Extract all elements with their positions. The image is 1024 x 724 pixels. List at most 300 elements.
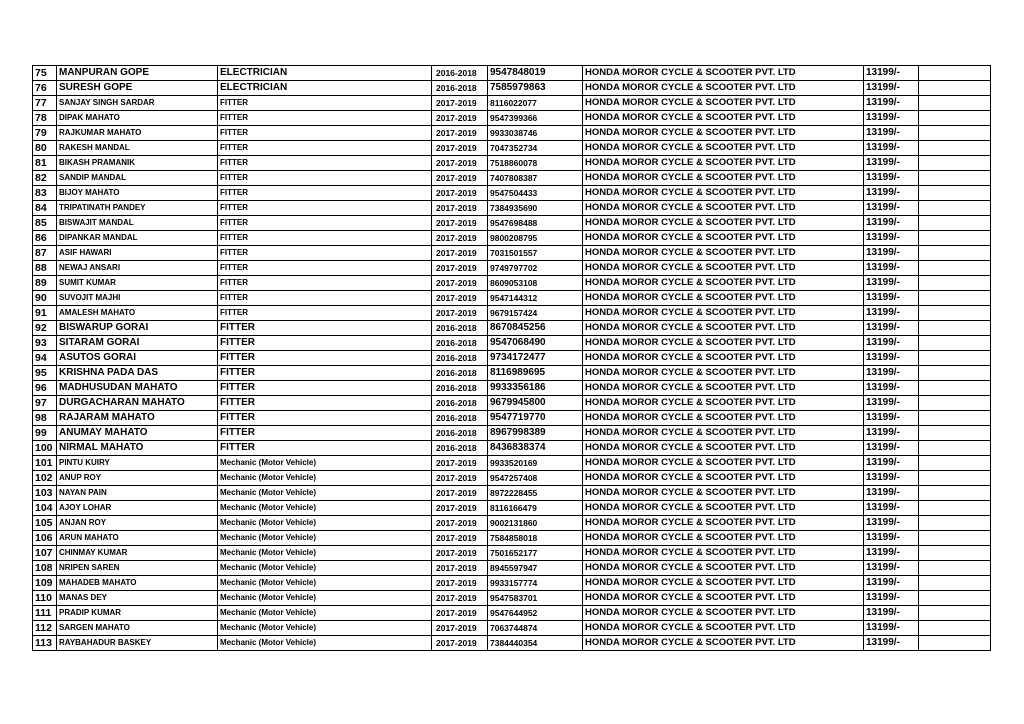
session-cell: 2016-2018	[432, 351, 488, 366]
company-cell: HONDA MOROR CYCLE & SCOOTER PVT. LTD	[583, 96, 864, 111]
session-cell: 2017-2019	[432, 576, 488, 591]
company-cell: HONDA MOROR CYCLE & SCOOTER PVT. LTD	[583, 171, 864, 186]
remarks-cell	[919, 471, 991, 486]
company-cell: HONDA MOROR CYCLE & SCOOTER PVT. LTD	[583, 456, 864, 471]
table-row	[33, 561, 991, 576]
phone-number-cell: 7585979863	[488, 81, 583, 96]
remarks-cell	[919, 96, 991, 111]
phone-number-cell: 9933356186	[488, 381, 583, 396]
salary-cell: 13199/-	[864, 171, 919, 186]
phone-number-cell: 9547848019	[488, 66, 583, 81]
trade-cell: Mechanic (Motor Vehicle)	[218, 516, 432, 531]
salary-cell: 13199/-	[864, 501, 919, 516]
session-cell: 2017-2019	[432, 141, 488, 156]
salary-cell: 13199/-	[864, 621, 919, 636]
session-cell: 2017-2019	[432, 276, 488, 291]
salary-cell: 13199/-	[864, 186, 919, 201]
trade-cell: Mechanic (Motor Vehicle)	[218, 546, 432, 561]
salary-cell: 13199/-	[864, 351, 919, 366]
serial-number-cell: 111	[33, 606, 57, 621]
candidate-name-cell: ANUMAY MAHATO	[57, 426, 218, 441]
candidate-name-cell: NRIPEN SAREN	[57, 561, 218, 576]
table-row	[33, 306, 991, 321]
phone-number-cell: 9749797702	[488, 261, 583, 276]
company-cell: HONDA MOROR CYCLE & SCOOTER PVT. LTD	[583, 366, 864, 381]
trade-cell: FITTER	[218, 381, 432, 396]
remarks-cell	[919, 216, 991, 231]
company-cell: HONDA MOROR CYCLE & SCOOTER PVT. LTD	[583, 381, 864, 396]
table-row	[33, 141, 991, 156]
table-row	[33, 411, 991, 426]
salary-cell: 13199/-	[864, 291, 919, 306]
serial-number-cell: 85	[33, 216, 57, 231]
serial-number-cell: 103	[33, 486, 57, 501]
trade-cell: FITTER	[218, 306, 432, 321]
serial-number-cell: 93	[33, 336, 57, 351]
serial-number-cell: 101	[33, 456, 57, 471]
candidate-name-cell: DIPAK MAHATO	[57, 111, 218, 126]
trade-cell: Mechanic (Motor Vehicle)	[218, 621, 432, 636]
trade-cell: ELECTRICIAN	[218, 66, 432, 81]
candidate-name-cell: BIKASH PRAMANIK	[57, 156, 218, 171]
phone-number-cell: 9679945800	[488, 396, 583, 411]
table-row	[33, 441, 991, 456]
salary-cell: 13199/-	[864, 366, 919, 381]
session-cell: 2017-2019	[432, 606, 488, 621]
company-cell: HONDA MOROR CYCLE & SCOOTER PVT. LTD	[583, 81, 864, 96]
trade-cell: FITTER	[218, 201, 432, 216]
serial-number-cell: 77	[33, 96, 57, 111]
phone-number-cell: 9547068490	[488, 336, 583, 351]
remarks-cell	[919, 591, 991, 606]
serial-number-cell: 106	[33, 531, 57, 546]
candidate-name-cell: CHINMAY KUMAR	[57, 546, 218, 561]
serial-number-cell: 102	[33, 471, 57, 486]
table-row	[33, 171, 991, 186]
trade-cell: FITTER	[218, 366, 432, 381]
table-row	[33, 336, 991, 351]
phone-number-cell: 7063744874	[488, 621, 583, 636]
company-cell: HONDA MOROR CYCLE & SCOOTER PVT. LTD	[583, 321, 864, 336]
phone-number-cell: 9933038746	[488, 126, 583, 141]
company-cell: HONDA MOROR CYCLE & SCOOTER PVT. LTD	[583, 516, 864, 531]
table-row	[33, 291, 991, 306]
company-cell: HONDA MOROR CYCLE & SCOOTER PVT. LTD	[583, 546, 864, 561]
salary-cell: 13199/-	[864, 591, 919, 606]
table-row	[33, 621, 991, 636]
company-cell: HONDA MOROR CYCLE & SCOOTER PVT. LTD	[583, 186, 864, 201]
candidate-name-cell: SITARAM GORAI	[57, 336, 218, 351]
remarks-cell	[919, 411, 991, 426]
salary-cell: 13199/-	[864, 111, 919, 126]
trade-cell: FITTER	[218, 126, 432, 141]
salary-cell: 13199/-	[864, 516, 919, 531]
session-cell: 2017-2019	[432, 246, 488, 261]
trade-cell: FITTER	[218, 396, 432, 411]
salary-cell: 13199/-	[864, 261, 919, 276]
candidate-name-cell: BISWARUP GORAI	[57, 321, 218, 336]
company-cell: HONDA MOROR CYCLE & SCOOTER PVT. LTD	[583, 396, 864, 411]
table-row	[33, 606, 991, 621]
serial-number-cell: 99	[33, 426, 57, 441]
session-cell: 2017-2019	[432, 126, 488, 141]
salary-cell: 13199/-	[864, 396, 919, 411]
company-cell: HONDA MOROR CYCLE & SCOOTER PVT. LTD	[583, 591, 864, 606]
phone-number-cell: 7407808387	[488, 171, 583, 186]
table-row	[33, 81, 991, 96]
session-cell: 2017-2019	[432, 96, 488, 111]
salary-cell: 13199/-	[864, 321, 919, 336]
candidate-name-cell: SUVOJIT MAJHI	[57, 291, 218, 306]
remarks-cell	[919, 606, 991, 621]
company-cell: HONDA MOROR CYCLE & SCOOTER PVT. LTD	[583, 501, 864, 516]
session-cell: 2017-2019	[432, 486, 488, 501]
candidate-name-cell: AJOY LOHAR	[57, 501, 218, 516]
trade-cell: FITTER	[218, 96, 432, 111]
table-row	[33, 366, 991, 381]
candidate-name-cell: RAKESH MANDAL	[57, 141, 218, 156]
candidate-name-cell: ARUN MAHATO	[57, 531, 218, 546]
trade-cell: ELECTRICIAN	[218, 81, 432, 96]
phone-number-cell: 9933157774	[488, 576, 583, 591]
session-cell: 2017-2019	[432, 561, 488, 576]
salary-cell: 13199/-	[864, 336, 919, 351]
company-cell: HONDA MOROR CYCLE & SCOOTER PVT. LTD	[583, 561, 864, 576]
table-row	[33, 516, 991, 531]
remarks-cell	[919, 66, 991, 81]
remarks-cell	[919, 486, 991, 501]
salary-cell: 13199/-	[864, 306, 919, 321]
session-cell: 2016-2018	[432, 336, 488, 351]
table-row	[33, 576, 991, 591]
trade-cell: Mechanic (Motor Vehicle)	[218, 561, 432, 576]
session-cell: 2016-2018	[432, 381, 488, 396]
phone-number-cell: 9547698488	[488, 216, 583, 231]
candidate-name-cell: PRADIP KUMAR	[57, 606, 218, 621]
candidate-name-cell: SANDIP MANDAL	[57, 171, 218, 186]
phone-number-cell: 8116022077	[488, 96, 583, 111]
company-cell: HONDA MOROR CYCLE & SCOOTER PVT. LTD	[583, 621, 864, 636]
serial-number-cell: 104	[33, 501, 57, 516]
trade-cell: Mechanic (Motor Vehicle)	[218, 576, 432, 591]
candidate-name-cell: SURESH GOPE	[57, 81, 218, 96]
candidate-name-cell: ANJAN ROY	[57, 516, 218, 531]
remarks-cell	[919, 366, 991, 381]
serial-number-cell: 75	[33, 66, 57, 81]
salary-cell: 13199/-	[864, 96, 919, 111]
candidate-name-cell: PINTU KUIRY	[57, 456, 218, 471]
table-row	[33, 276, 991, 291]
trade-cell: Mechanic (Motor Vehicle)	[218, 501, 432, 516]
session-cell: 2017-2019	[432, 516, 488, 531]
company-cell: HONDA MOROR CYCLE & SCOOTER PVT. LTD	[583, 351, 864, 366]
phone-number-cell: 7047352734	[488, 141, 583, 156]
phone-number-cell: 9547257408	[488, 471, 583, 486]
candidate-name-cell: NIRMAL MAHATO	[57, 441, 218, 456]
serial-number-cell: 112	[33, 621, 57, 636]
trade-cell: Mechanic (Motor Vehicle)	[218, 591, 432, 606]
remarks-cell	[919, 546, 991, 561]
candidate-name-cell: SUMIT KUMAR	[57, 276, 218, 291]
phone-number-cell: 7518860078	[488, 156, 583, 171]
table-row	[33, 471, 991, 486]
phone-number-cell: 8670845256	[488, 321, 583, 336]
serial-number-cell: 96	[33, 381, 57, 396]
company-cell: HONDA MOROR CYCLE & SCOOTER PVT. LTD	[583, 291, 864, 306]
trade-cell: FITTER	[218, 351, 432, 366]
remarks-cell	[919, 126, 991, 141]
remarks-cell	[919, 246, 991, 261]
company-cell: HONDA MOROR CYCLE & SCOOTER PVT. LTD	[583, 156, 864, 171]
session-cell: 2016-2018	[432, 411, 488, 426]
company-cell: HONDA MOROR CYCLE & SCOOTER PVT. LTD	[583, 216, 864, 231]
candidate-name-cell: RAJKUMAR MAHATO	[57, 126, 218, 141]
table-row	[33, 591, 991, 606]
salary-cell: 13199/-	[864, 411, 919, 426]
serial-number-cell: 94	[33, 351, 57, 366]
trade-cell: FITTER	[218, 111, 432, 126]
phone-number-cell: 9800208795	[488, 231, 583, 246]
session-cell: 2017-2019	[432, 456, 488, 471]
remarks-cell	[919, 636, 991, 651]
trade-cell: FITTER	[218, 216, 432, 231]
company-cell: HONDA MOROR CYCLE & SCOOTER PVT. LTD	[583, 336, 864, 351]
serial-number-cell: 105	[33, 516, 57, 531]
salary-cell: 13199/-	[864, 156, 919, 171]
candidate-name-cell: SANJAY SINGH SARDAR	[57, 96, 218, 111]
salary-cell: 13199/-	[864, 456, 919, 471]
salary-cell: 13199/-	[864, 141, 919, 156]
remarks-cell	[919, 276, 991, 291]
table-row	[33, 246, 991, 261]
serial-number-cell: 92	[33, 321, 57, 336]
trade-cell: Mechanic (Motor Vehicle)	[218, 606, 432, 621]
table-row	[33, 456, 991, 471]
trade-cell: FITTER	[218, 246, 432, 261]
table-row	[33, 231, 991, 246]
salary-cell: 13199/-	[864, 546, 919, 561]
trade-cell: FITTER	[218, 186, 432, 201]
phone-number-cell: 7031501557	[488, 246, 583, 261]
candidate-name-cell: ASIF HAWARI	[57, 246, 218, 261]
table-row	[33, 636, 991, 651]
trade-cell: FITTER	[218, 336, 432, 351]
trade-cell: Mechanic (Motor Vehicle)	[218, 486, 432, 501]
table-row	[33, 66, 991, 81]
salary-cell: 13199/-	[864, 606, 919, 621]
serial-number-cell: 108	[33, 561, 57, 576]
session-cell: 2017-2019	[432, 546, 488, 561]
phone-number-cell: 9547644952	[488, 606, 583, 621]
salary-cell: 13199/-	[864, 426, 919, 441]
remarks-cell	[919, 156, 991, 171]
phone-number-cell: 9679157424	[488, 306, 583, 321]
remarks-cell	[919, 321, 991, 336]
session-cell: 2017-2019	[432, 636, 488, 651]
session-cell: 2016-2018	[432, 81, 488, 96]
salary-cell: 13199/-	[864, 126, 919, 141]
phone-number-cell: 7501652177	[488, 546, 583, 561]
serial-number-cell: 107	[33, 546, 57, 561]
session-cell: 2017-2019	[432, 291, 488, 306]
company-cell: HONDA MOROR CYCLE & SCOOTER PVT. LTD	[583, 246, 864, 261]
candidate-name-cell: MADHUSUDAN MAHATO	[57, 381, 218, 396]
candidate-name-cell: TRIPATINATH PANDEY	[57, 201, 218, 216]
company-cell: HONDA MOROR CYCLE & SCOOTER PVT. LTD	[583, 126, 864, 141]
remarks-cell	[919, 291, 991, 306]
candidate-name-cell: ANUP ROY	[57, 471, 218, 486]
trade-cell: FITTER	[218, 141, 432, 156]
serial-number-cell: 113	[33, 636, 57, 651]
trade-cell: Mechanic (Motor Vehicle)	[218, 471, 432, 486]
company-cell: HONDA MOROR CYCLE & SCOOTER PVT. LTD	[583, 576, 864, 591]
remarks-cell	[919, 531, 991, 546]
session-cell: 2017-2019	[432, 471, 488, 486]
remarks-cell	[919, 141, 991, 156]
candidate-name-cell: MANAS DEY	[57, 591, 218, 606]
salary-cell: 13199/-	[864, 381, 919, 396]
candidate-name-cell: ASUTOS GORAI	[57, 351, 218, 366]
company-cell: HONDA MOROR CYCLE & SCOOTER PVT. LTD	[583, 486, 864, 501]
phone-number-cell: 8945597947	[488, 561, 583, 576]
salary-cell: 13199/-	[864, 636, 919, 651]
session-cell: 2017-2019	[432, 591, 488, 606]
candidate-name-cell: NEWAJ ANSARI	[57, 261, 218, 276]
trade-cell: FITTER	[218, 426, 432, 441]
company-cell: HONDA MOROR CYCLE & SCOOTER PVT. LTD	[583, 276, 864, 291]
candidate-name-cell: RAJARAM MAHATO	[57, 411, 218, 426]
candidate-name-cell: SARGEN MAHATO	[57, 621, 218, 636]
company-cell: HONDA MOROR CYCLE & SCOOTER PVT. LTD	[583, 471, 864, 486]
salary-cell: 13199/-	[864, 561, 919, 576]
table-row	[33, 486, 991, 501]
session-cell: 2017-2019	[432, 501, 488, 516]
serial-number-cell: 80	[33, 141, 57, 156]
trade-cell: FITTER	[218, 171, 432, 186]
remarks-cell	[919, 306, 991, 321]
serial-number-cell: 100	[33, 441, 57, 456]
phone-number-cell: 9933520169	[488, 456, 583, 471]
table-row	[33, 156, 991, 171]
trade-cell: Mechanic (Motor Vehicle)	[218, 456, 432, 471]
table-row	[33, 531, 991, 546]
company-cell: HONDA MOROR CYCLE & SCOOTER PVT. LTD	[583, 636, 864, 651]
table-row	[33, 351, 991, 366]
serial-number-cell: 89	[33, 276, 57, 291]
session-cell: 2017-2019	[432, 156, 488, 171]
remarks-cell	[919, 261, 991, 276]
remarks-cell	[919, 171, 991, 186]
candidate-name-cell: MAHADEB MAHATO	[57, 576, 218, 591]
candidate-name-cell: MANPURAN GOPE	[57, 66, 218, 81]
session-cell: 2016-2018	[432, 426, 488, 441]
company-cell: HONDA MOROR CYCLE & SCOOTER PVT. LTD	[583, 111, 864, 126]
remarks-cell	[919, 201, 991, 216]
serial-number-cell: 82	[33, 171, 57, 186]
session-cell: 2016-2018	[432, 441, 488, 456]
phone-number-cell: 9547504433	[488, 186, 583, 201]
remarks-cell	[919, 381, 991, 396]
remarks-cell	[919, 81, 991, 96]
trade-cell: FITTER	[218, 276, 432, 291]
table-row	[33, 201, 991, 216]
company-cell: HONDA MOROR CYCLE & SCOOTER PVT. LTD	[583, 531, 864, 546]
trade-cell: FITTER	[218, 411, 432, 426]
serial-number-cell: 78	[33, 111, 57, 126]
session-cell: 2017-2019	[432, 216, 488, 231]
remarks-cell	[919, 516, 991, 531]
serial-number-cell: 83	[33, 186, 57, 201]
phone-number-cell: 8609053108	[488, 276, 583, 291]
table-row	[33, 111, 991, 126]
table-row	[33, 321, 991, 336]
table-row	[33, 501, 991, 516]
company-cell: HONDA MOROR CYCLE & SCOOTER PVT. LTD	[583, 231, 864, 246]
salary-cell: 13199/-	[864, 246, 919, 261]
candidate-name-cell: RAYBAHADUR BASKEY	[57, 636, 218, 651]
table-row	[33, 546, 991, 561]
trade-cell: Mechanic (Motor Vehicle)	[218, 531, 432, 546]
phone-number-cell: 8436838374	[488, 441, 583, 456]
remarks-cell	[919, 426, 991, 441]
session-cell: 2017-2019	[432, 231, 488, 246]
serial-number-cell: 81	[33, 156, 57, 171]
remarks-cell	[919, 621, 991, 636]
candidate-name-cell: KRISHNA PADA DAS	[57, 366, 218, 381]
serial-number-cell: 97	[33, 396, 57, 411]
session-cell: 2017-2019	[432, 186, 488, 201]
phone-number-cell: 9547144312	[488, 291, 583, 306]
candidate-name-cell: DURGACHARAN MAHATO	[57, 396, 218, 411]
remarks-cell	[919, 231, 991, 246]
table-row	[33, 396, 991, 411]
salary-cell: 13199/-	[864, 81, 919, 96]
session-cell: 2017-2019	[432, 111, 488, 126]
candidate-name-cell: AMALESH MAHATO	[57, 306, 218, 321]
remarks-cell	[919, 396, 991, 411]
serial-number-cell: 98	[33, 411, 57, 426]
phone-number-cell: 8116166479	[488, 501, 583, 516]
phone-number-cell: 8972228455	[488, 486, 583, 501]
company-cell: HONDA MOROR CYCLE & SCOOTER PVT. LTD	[583, 66, 864, 81]
session-cell: 2016-2018	[432, 66, 488, 81]
remarks-cell	[919, 456, 991, 471]
company-cell: HONDA MOROR CYCLE & SCOOTER PVT. LTD	[583, 411, 864, 426]
trade-cell: FITTER	[218, 321, 432, 336]
salary-cell: 13199/-	[864, 486, 919, 501]
phone-number-cell: 9547583701	[488, 591, 583, 606]
company-cell: HONDA MOROR CYCLE & SCOOTER PVT. LTD	[583, 426, 864, 441]
candidate-name-cell: NAYAN PAIN	[57, 486, 218, 501]
salary-cell: 13199/-	[864, 531, 919, 546]
company-cell: HONDA MOROR CYCLE & SCOOTER PVT. LTD	[583, 261, 864, 276]
salary-cell: 13199/-	[864, 576, 919, 591]
phone-number-cell: 9734172477	[488, 351, 583, 366]
salary-cell: 13199/-	[864, 441, 919, 456]
salary-cell: 13199/-	[864, 231, 919, 246]
table-row	[33, 186, 991, 201]
phone-number-cell: 8116989695	[488, 366, 583, 381]
remarks-cell	[919, 186, 991, 201]
serial-number-cell: 86	[33, 231, 57, 246]
session-cell: 2017-2019	[432, 621, 488, 636]
table-row	[33, 381, 991, 396]
phone-number-cell: 7584858018	[488, 531, 583, 546]
salary-cell: 13199/-	[864, 66, 919, 81]
session-cell: 2017-2019	[432, 531, 488, 546]
table-row	[33, 261, 991, 276]
serial-number-cell: 87	[33, 246, 57, 261]
